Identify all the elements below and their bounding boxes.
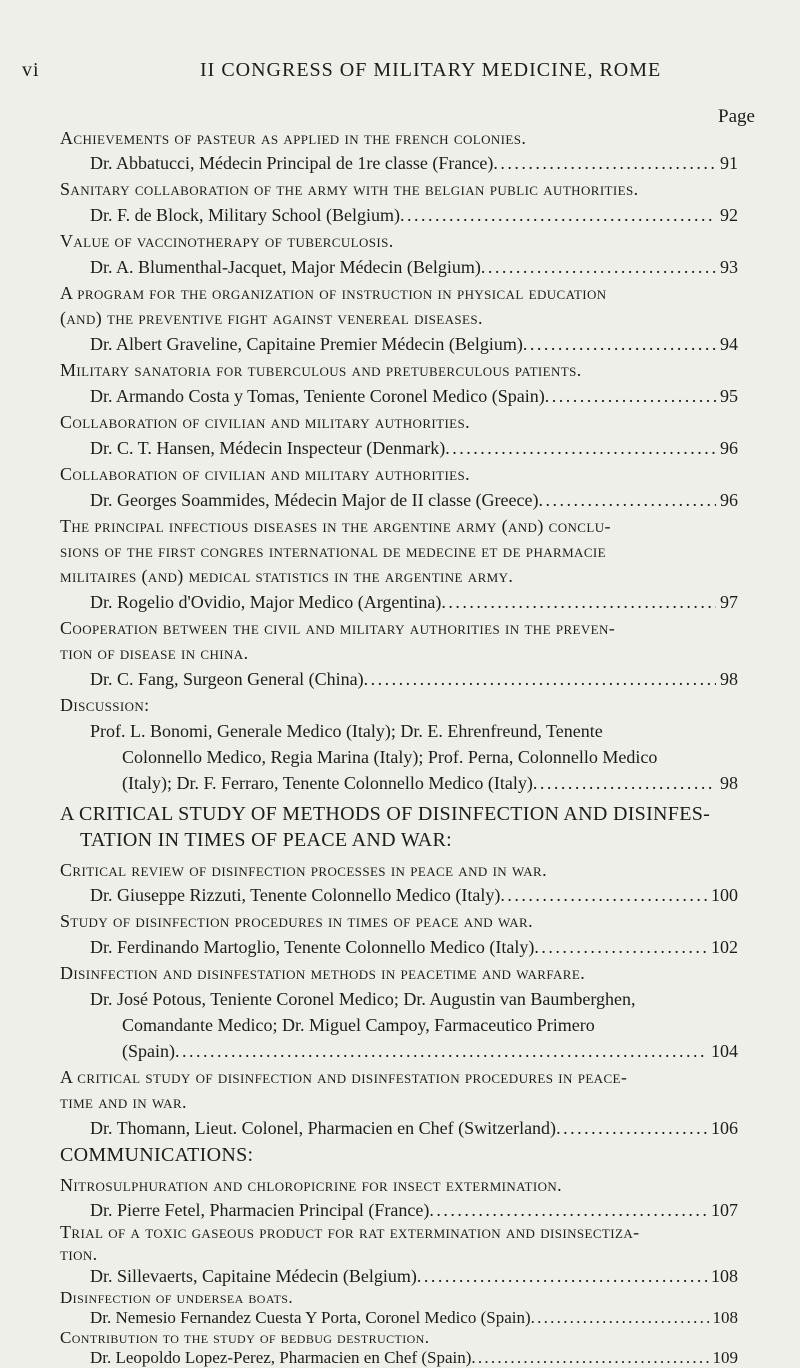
entry-heading: time and in war. (60, 1092, 187, 1112)
leader-dots (500, 885, 707, 906)
entry-page: 96 (720, 490, 738, 510)
toc-line[interactable] (90, 1266, 738, 1287)
leader-dots (493, 153, 716, 174)
toc-line[interactable] (90, 334, 738, 355)
section-heading: COMMUNICATIONS: (60, 1144, 254, 1166)
entry-page: 102 (711, 937, 738, 957)
section-heading: TATION IN TIMES OF PEACE AND WAR: (80, 829, 453, 851)
toc-line[interactable] (90, 386, 738, 407)
entry-page: 95 (720, 386, 738, 406)
leader-dots (175, 1041, 707, 1062)
entry-author: (Spain) (122, 1041, 175, 1061)
entry-author: Dr. Rogelio d'Ovidio, Major Medico (Argentina) (90, 592, 442, 612)
discussion-line: Colonnello Medico, Regia Marina (Italy); Prof. Perna, Colonnello Medico (122, 747, 658, 767)
toc-line[interactable] (122, 1041, 738, 1062)
entry-author: Dr. Giuseppe Rizzuti, Tenente Colonnello Medico (Italy) (90, 885, 501, 905)
entry-heading: Contribution to the study of bedbug destruction. (60, 1328, 430, 1347)
page-number: vi (22, 59, 40, 81)
entry-author: Dr. C. Fang, Surgeon General (China) (90, 669, 364, 689)
leader-dots (481, 257, 716, 278)
leader-dots (417, 1266, 707, 1287)
entry-author: Dr. Armando Costa y Tomas, Teniente Coronel Medico (Spain) (90, 386, 545, 406)
entry-heading: Military sanatoria for tuberculous and pretuberculous patients. (60, 360, 582, 380)
entry-author: Dr. Pierre Fetel, Pharmacien Principal (France) (90, 1200, 430, 1220)
entry-page: 93 (720, 257, 738, 277)
entry-heading: tion of disease in china. (60, 643, 249, 663)
entry-heading: Sanitary collaboration of the army with the belgian public authorities. (60, 179, 639, 199)
entry-page: 109 (712, 1348, 738, 1367)
toc-line[interactable] (122, 773, 738, 794)
leader-dots (533, 773, 716, 794)
leader-dots (534, 937, 707, 958)
toc-line[interactable] (90, 438, 738, 459)
entry-heading: Achievements of pasteur as applied in the french colonies. (60, 128, 527, 148)
entry-heading: (and) the preventive fight against venereal diseases. (60, 308, 483, 328)
entry-heading: A program for the organization of instruction in physical education (60, 283, 607, 303)
entry-author: Dr. F. de Block, Military School (Belgium) (90, 205, 401, 225)
entry-heading: militaires (and) medical statistics in the argentine army. (60, 566, 514, 586)
entry-heading: tion. (60, 1244, 98, 1264)
entry-heading: Study of disinfection procedures in times of peace and war. (60, 911, 533, 931)
entry-author: Dr. C. T. Hansen, Médecin Inspecteur (Denmark) (90, 438, 446, 458)
running-title: II CONGRESS OF MILITARY MEDICINE, ROME (200, 59, 662, 81)
entry-author: Dr. Albert Graveline, Capitaine Premier Médecin (Belgium) (90, 334, 523, 354)
toc-line[interactable] (90, 885, 738, 906)
toc-line[interactable] (90, 1118, 738, 1139)
toc-line[interactable] (90, 1348, 738, 1368)
toc-line[interactable] (90, 257, 738, 278)
leader-dots (364, 669, 716, 690)
discussion-line: Prof. L. Bonomi, Generale Medico (Italy); Dr. E. Ehrenfreund, Tenente (90, 721, 603, 741)
entry-heading: Disinfection and disinfestation methods in peacetime and warfare. (60, 963, 586, 983)
entry-author: Dr. Thomann, Lieut. Colonel, Pharmacien en Chef (Switzerland) (90, 1118, 557, 1138)
toc-line[interactable] (90, 937, 738, 958)
toc-line[interactable] (90, 490, 738, 511)
entry-page: 94 (720, 334, 738, 354)
entry-author: Dr. Ferdinando Martoglio, Tenente Colonnello Medico (Italy) (90, 937, 535, 957)
entry-author: Dr. José Potous, Teniente Coronel Medico; Dr. Augustin van Baumberghen, (90, 989, 636, 1009)
entry-author: Dr. Nemesio Fernandez Cuesta Y Porta, Coronel Medico (Spain) (90, 1308, 531, 1327)
toc-line[interactable] (90, 669, 738, 690)
leader-dots (531, 1308, 709, 1328)
discussion-line: (Italy); Dr. F. Ferraro, Tenente Colonnello Medico (Italy) (122, 773, 533, 793)
entry-page: 98 (720, 773, 738, 793)
entry-page: 108 (711, 1266, 738, 1286)
toc-line[interactable] (90, 592, 738, 613)
entry-author: Dr. Sillevaerts, Capitaine Médecin (Belgium) (90, 1266, 417, 1286)
entry-heading: A critical study of disinfection and disinfestation procedures in peace- (60, 1067, 628, 1087)
entry-page: 98 (720, 669, 738, 689)
entry-heading: Critical review of disinfection processes in peace and in war. (60, 860, 547, 880)
entry-author: Dr. Leopoldo Lopez-Perez, Pharmacien en Chef (Spain) (90, 1348, 472, 1367)
entry-page: 91 (720, 153, 738, 173)
entry-page: 96 (720, 438, 738, 458)
entry-heading: Disinfection of undersea boats. (60, 1288, 294, 1307)
entry-heading: The principal infectious diseases in the argentine army (and) conclu- (60, 516, 611, 536)
page-column-label: Page (718, 106, 755, 127)
leader-dots (441, 592, 716, 613)
entry-page: 97 (720, 592, 738, 612)
entry-author: Dr. A. Blumenthal-Jacquet, Major Médecin (Belgium) (90, 257, 481, 277)
entry-page: 107 (711, 1200, 738, 1220)
toc-line[interactable] (90, 205, 738, 226)
leader-dots (523, 334, 716, 355)
entry-author: Dr. Abbatucci, Médecin Principal de 1re classe (France) (90, 153, 494, 173)
section-heading: A CRITICAL STUDY OF METHODS OF DISINFECTION AND DISINFES- (60, 803, 711, 825)
entry-page: 106 (711, 1118, 738, 1138)
toc-line[interactable] (90, 1200, 738, 1221)
entry-heading: sions of the first congres international de medecine et de pharmacie (60, 541, 606, 561)
entry-page: 100 (711, 885, 738, 905)
toc-line[interactable] (90, 1308, 738, 1328)
entry-heading: Collaboration of civilian and military authorities. (60, 412, 471, 432)
leader-dots (445, 438, 716, 459)
leader-dots (471, 1348, 708, 1368)
leader-dots (400, 205, 716, 226)
entry-heading: Trial of a toxic gaseous product for rat extermination and disinsectiza- (60, 1222, 640, 1242)
leader-dots (545, 386, 716, 407)
leader-dots (429, 1200, 707, 1221)
entry-author: Comandante Medico; Dr. Miguel Campoy, Farmaceutico Primero (122, 1015, 595, 1035)
entry-page: 108 (712, 1308, 738, 1327)
entry-heading: Discussion: (60, 695, 150, 715)
leader-dots (556, 1118, 707, 1139)
entry-heading: Collaboration of civilian and military authorities. (60, 464, 471, 484)
toc-line[interactable] (90, 153, 738, 174)
entry-page: 92 (720, 205, 738, 225)
entry-heading: Nitrosulphuration and chloropicrine for insect extermination. (60, 1175, 563, 1195)
entry-heading: Cooperation between the civil and military authorities in the preven- (60, 618, 616, 638)
entry-page: 104 (711, 1041, 738, 1061)
entry-author: Dr. Georges Soammides, Médecin Major de II classe (Greece) (90, 490, 539, 510)
entry-heading: Value of vaccinotherapy of tuberculosis. (60, 231, 394, 251)
leader-dots (539, 490, 716, 511)
